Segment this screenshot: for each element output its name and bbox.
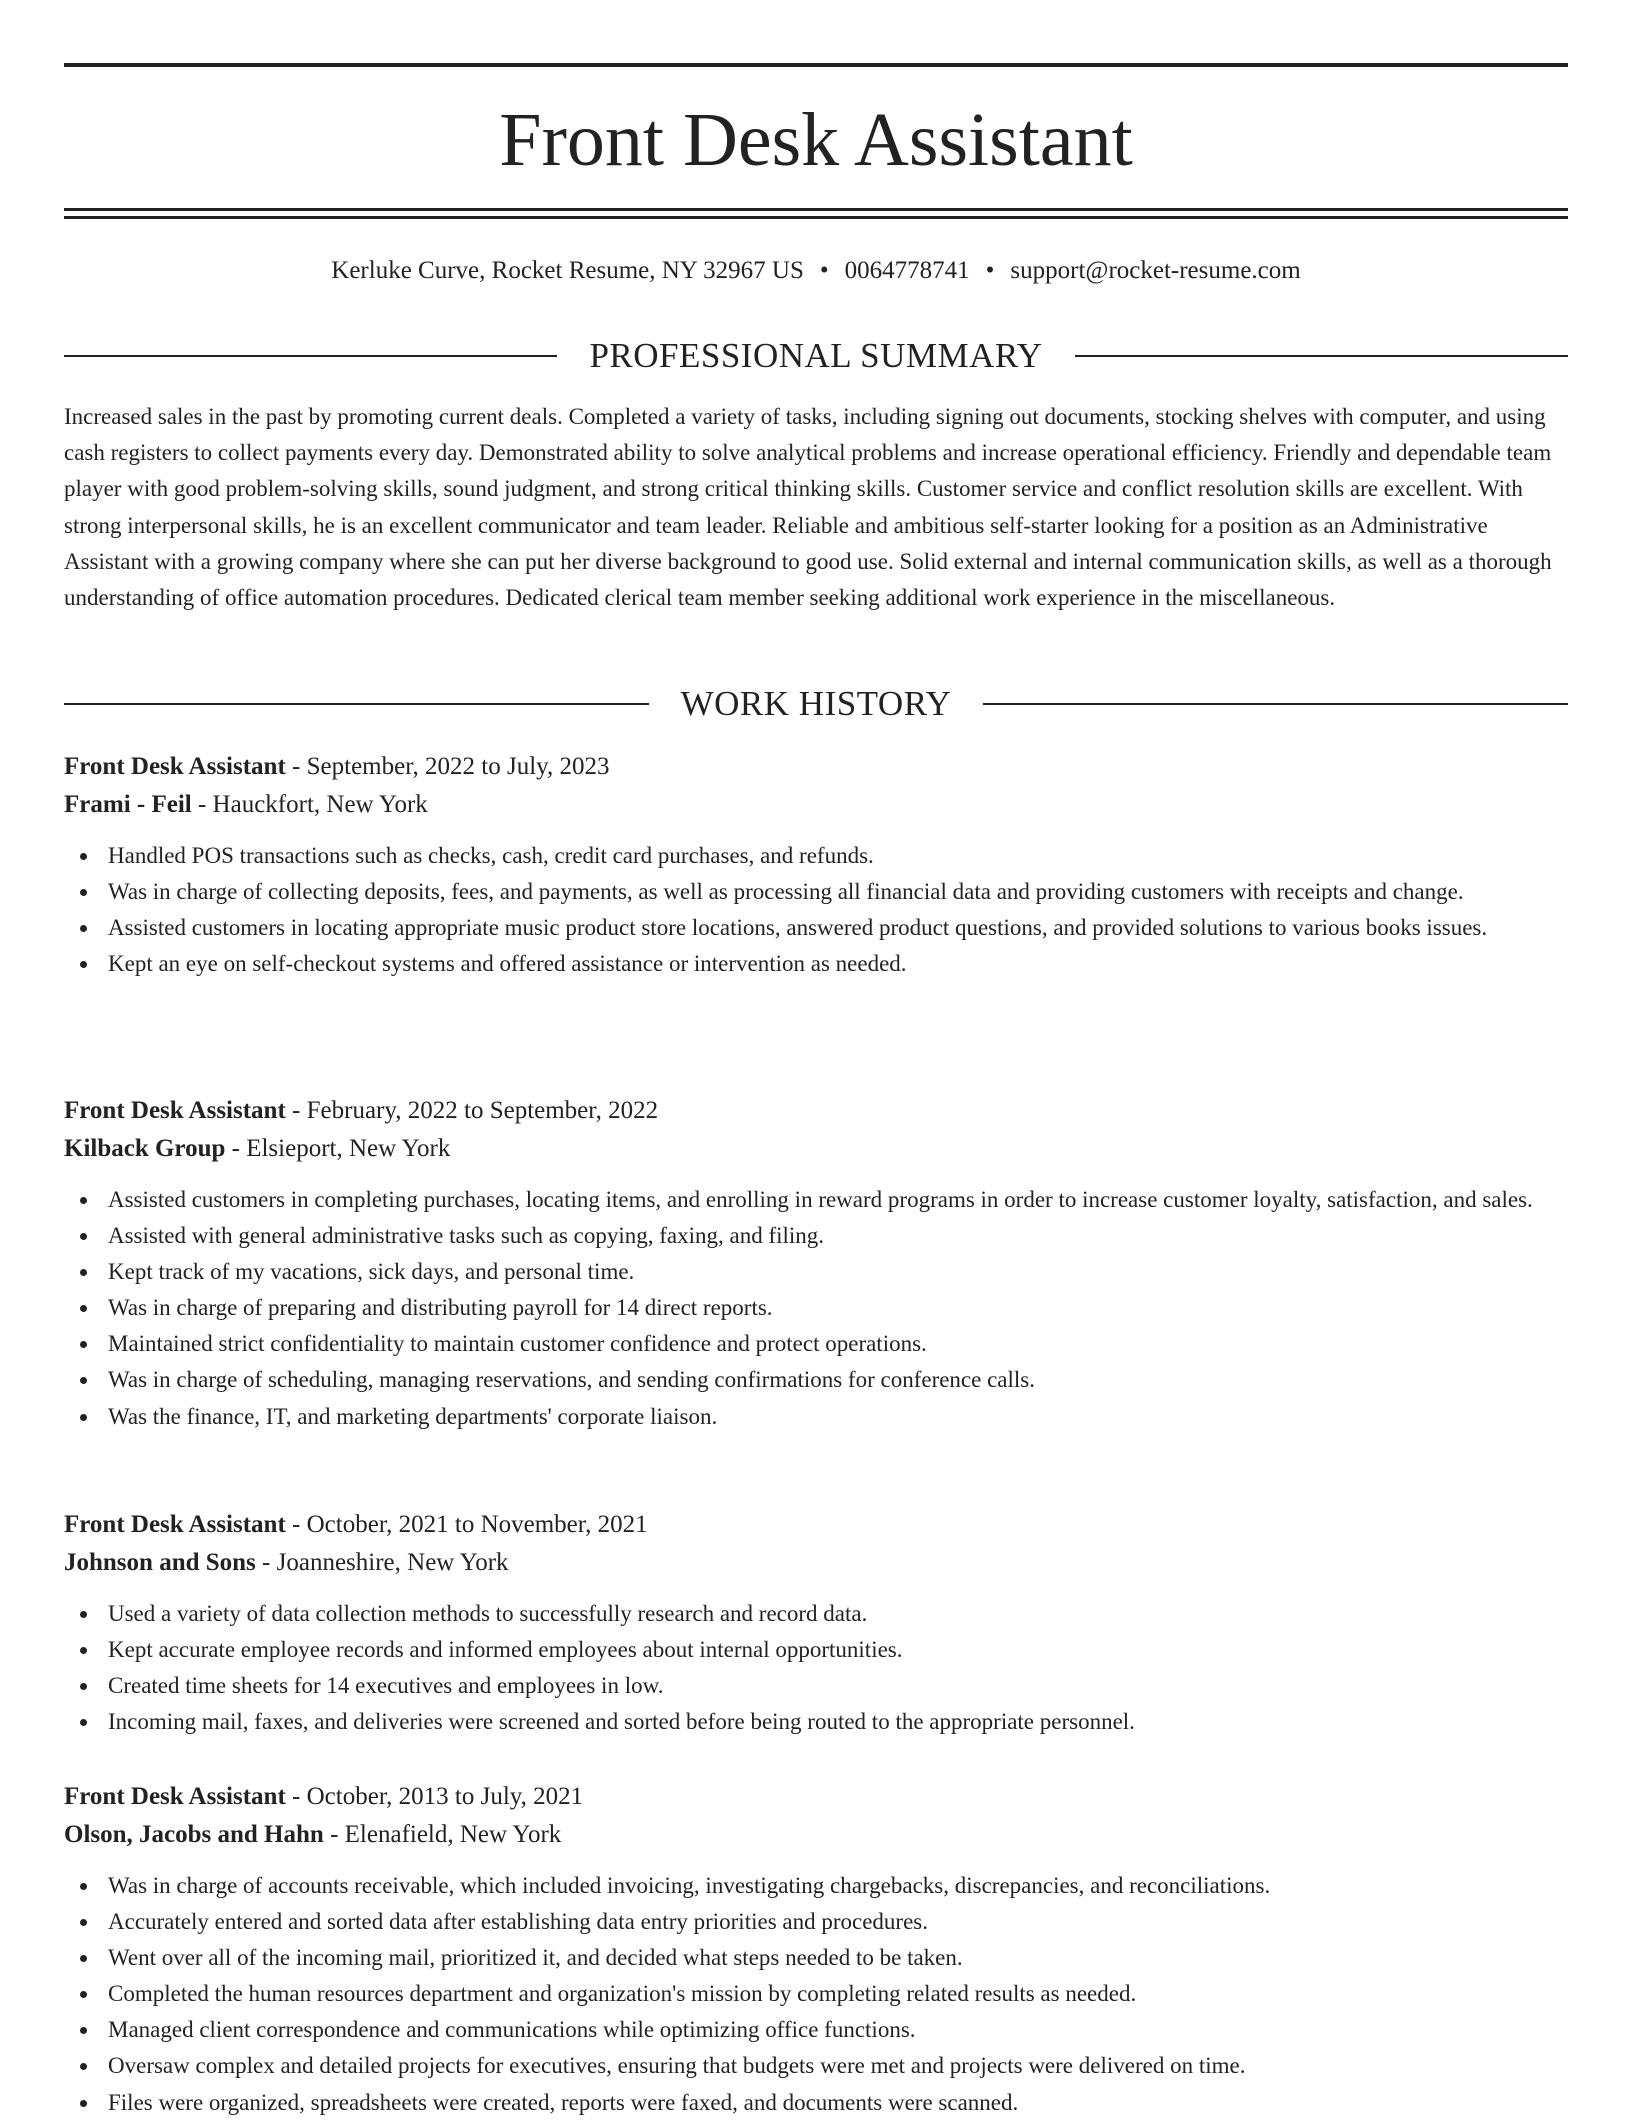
contact-phone: 0064778741: [844, 257, 970, 284]
job-bullet: Kept an eye on self-checkout systems and offered assistance or intervention as needed.: [64, 946, 1624, 982]
job-bullet: Was the finance, IT, and marketing departments' corporate liaison.: [64, 1399, 1624, 1435]
job-bullet: Incoming mail, faxes, and deliveries were screened and sorted before being routed to the appropriate personnel.: [64, 1704, 1624, 1740]
job-bullet: Accurately entered and sorted data after establishing data entry priorities and procedures.: [64, 1904, 1624, 1940]
job-location: - Hauckfort, New York: [191, 791, 428, 818]
heading-rule-right: [983, 703, 1568, 705]
job-bullet: Handled POS transactions such as checks, cash, credit card purchases, and refunds.: [64, 838, 1624, 874]
job-bullets: [64, 838, 1568, 982]
summary-section-heading: [64, 334, 1568, 378]
summary-text: Increased sales in the past by promoting current deals. Completed a variety of tasks, including signing out documents, stocking shelves with computer, and using cash registers to collect payments every day. Demonstrated ability to solve analytical problems and increase operational efficiency. Friendly and dependable team player with good problem-solving skills, sound judgment, and strong critical thinking skills. Customer service and conflict resolution skills are excellent. With strong interpersonal skills, he is an excellent communicator and team leader. Reliable and ambitious self-starter looking for a position as an Administrative Assistant with a growing company where she can put her diverse background to good use. Solid external and internal communication skills, as well as a thorough understanding of office automation procedures. Dedicated clerical team member seeking additional work experience in the miscellaneous.: [64, 404, 1552, 611]
job-bullet: Was in charge of scheduling, managing reservations, and sending confirmations for conference calls.: [64, 1362, 1624, 1398]
job-title-line: [64, 1506, 1568, 1544]
job-bullets: [64, 1182, 1568, 1435]
job-bullet: Kept accurate employee records and informed employees about internal opportunities.: [64, 1632, 1624, 1668]
job-bullets: [64, 1868, 1568, 2121]
job-bullets: [64, 1596, 1568, 1740]
job-dates: - October, 2021 to November, 2021: [285, 1511, 648, 1538]
job-title: Front Desk Assistant: [64, 1511, 286, 1538]
job-company-line: [64, 1130, 1568, 1168]
resume-title: Front Desk Assistant: [499, 98, 1133, 182]
job-title: Front Desk Assistant: [64, 753, 286, 780]
job-location: - Joanneshire, New York: [255, 1549, 509, 1576]
job-entry: [64, 1778, 1568, 2121]
job-bullet: Went over all of the incoming mail, prioritized it, and decided what steps needed to be taken.: [64, 1940, 1624, 1976]
work-heading-label: WORK HISTORY: [680, 684, 952, 723]
work-section-heading: [64, 682, 1568, 726]
job-location: - Elenafield, New York: [323, 1821, 562, 1848]
job-bullet: Oversaw complex and detailed projects for executives, ensuring that budgets were met and projects were delivered on time.: [64, 2048, 1624, 2084]
job-bullet: Was in charge of collecting deposits, fees, and payments, as well as processing all financial data and providing customers with receipts and change.: [64, 874, 1624, 910]
job-bullet: Created time sheets for 14 executives and employees in low.: [64, 1668, 1624, 1704]
job-entry: [64, 748, 1568, 982]
job-entry: [64, 1506, 1568, 1740]
job-dates: - September, 2022 to July, 2023: [285, 753, 610, 780]
heading-rule-right: [1075, 355, 1568, 357]
job-title-line: [64, 1092, 1568, 1130]
job-title: Front Desk Assistant: [64, 1097, 286, 1124]
job-company: Kilback Group: [64, 1135, 226, 1162]
job-bullet: Used a variety of data collection methods to successfully research and record data.: [64, 1596, 1624, 1632]
job-bullet: Assisted customers in completing purchases, locating items, and enrolling in reward programs in order to increase customer loyalty, satisfaction, and sales.: [64, 1182, 1624, 1218]
summary-heading-label: PROFESSIONAL SUMMARY: [589, 336, 1043, 375]
job-location: - Elsieport, New York: [225, 1135, 451, 1162]
job-bullet: Maintained strict confidentiality to maintain customer confidence and protect operations.: [64, 1326, 1624, 1362]
contact-separator: •: [819, 257, 829, 284]
job-dates: - February, 2022 to September, 2022: [285, 1097, 659, 1124]
contact-email: support@rocket-resume.com: [1010, 257, 1301, 284]
job-company: Johnson and Sons: [64, 1549, 256, 1576]
heading-rule-left: [64, 703, 649, 705]
job-bullet: Completed the human resources department and organization's mission by completing related results as needed.: [64, 1976, 1624, 2012]
title-underline-lower: [64, 216, 1568, 219]
job-bullet: Was in charge of accounts receivable, which included invoicing, investigating chargebacks, discrepancies, and reconciliations.: [64, 1868, 1624, 1904]
job-bullet: Was in charge of preparing and distributing payroll for 14 direct reports.: [64, 1290, 1624, 1326]
title-underline-upper: [64, 208, 1568, 211]
job-bullet: Managed client correspondence and communications while optimizing office functions.: [64, 2012, 1624, 2048]
job-bullet: Kept track of my vacations, sick days, and personal time.: [64, 1254, 1624, 1290]
job-company-line: [64, 786, 1568, 824]
job-company: Olson, Jacobs and Hahn: [64, 1821, 324, 1848]
job-company-line: [64, 1544, 1568, 1582]
job-title: Front Desk Assistant: [64, 1783, 286, 1810]
top-rule: [64, 63, 1568, 67]
job-company: Frami - Feil: [64, 791, 192, 818]
job-bullet: Assisted customers in locating appropriate music product store locations, answered product questions, and provided solutions to various books issues.: [64, 910, 1624, 946]
heading-rule-left: [64, 355, 557, 357]
job-company-line: [64, 1816, 1568, 1854]
job-bullet: Assisted with general administrative tasks such as copying, faxing, and filing.: [64, 1218, 1624, 1254]
job-bullet: Files were organized, spreadsheets were created, reports were faxed, and documents were scanned.: [64, 2085, 1624, 2121]
job-dates: - October, 2013 to July, 2021: [285, 1783, 584, 1810]
contact-separator: •: [985, 257, 995, 284]
job-title-line: [64, 748, 1568, 786]
job-entry: [64, 1092, 1568, 1435]
job-title-line: [64, 1778, 1568, 1816]
contact-address: Kerluke Curve, Rocket Resume, NY 32967 US: [331, 257, 804, 284]
contact-line: [64, 254, 1568, 288]
